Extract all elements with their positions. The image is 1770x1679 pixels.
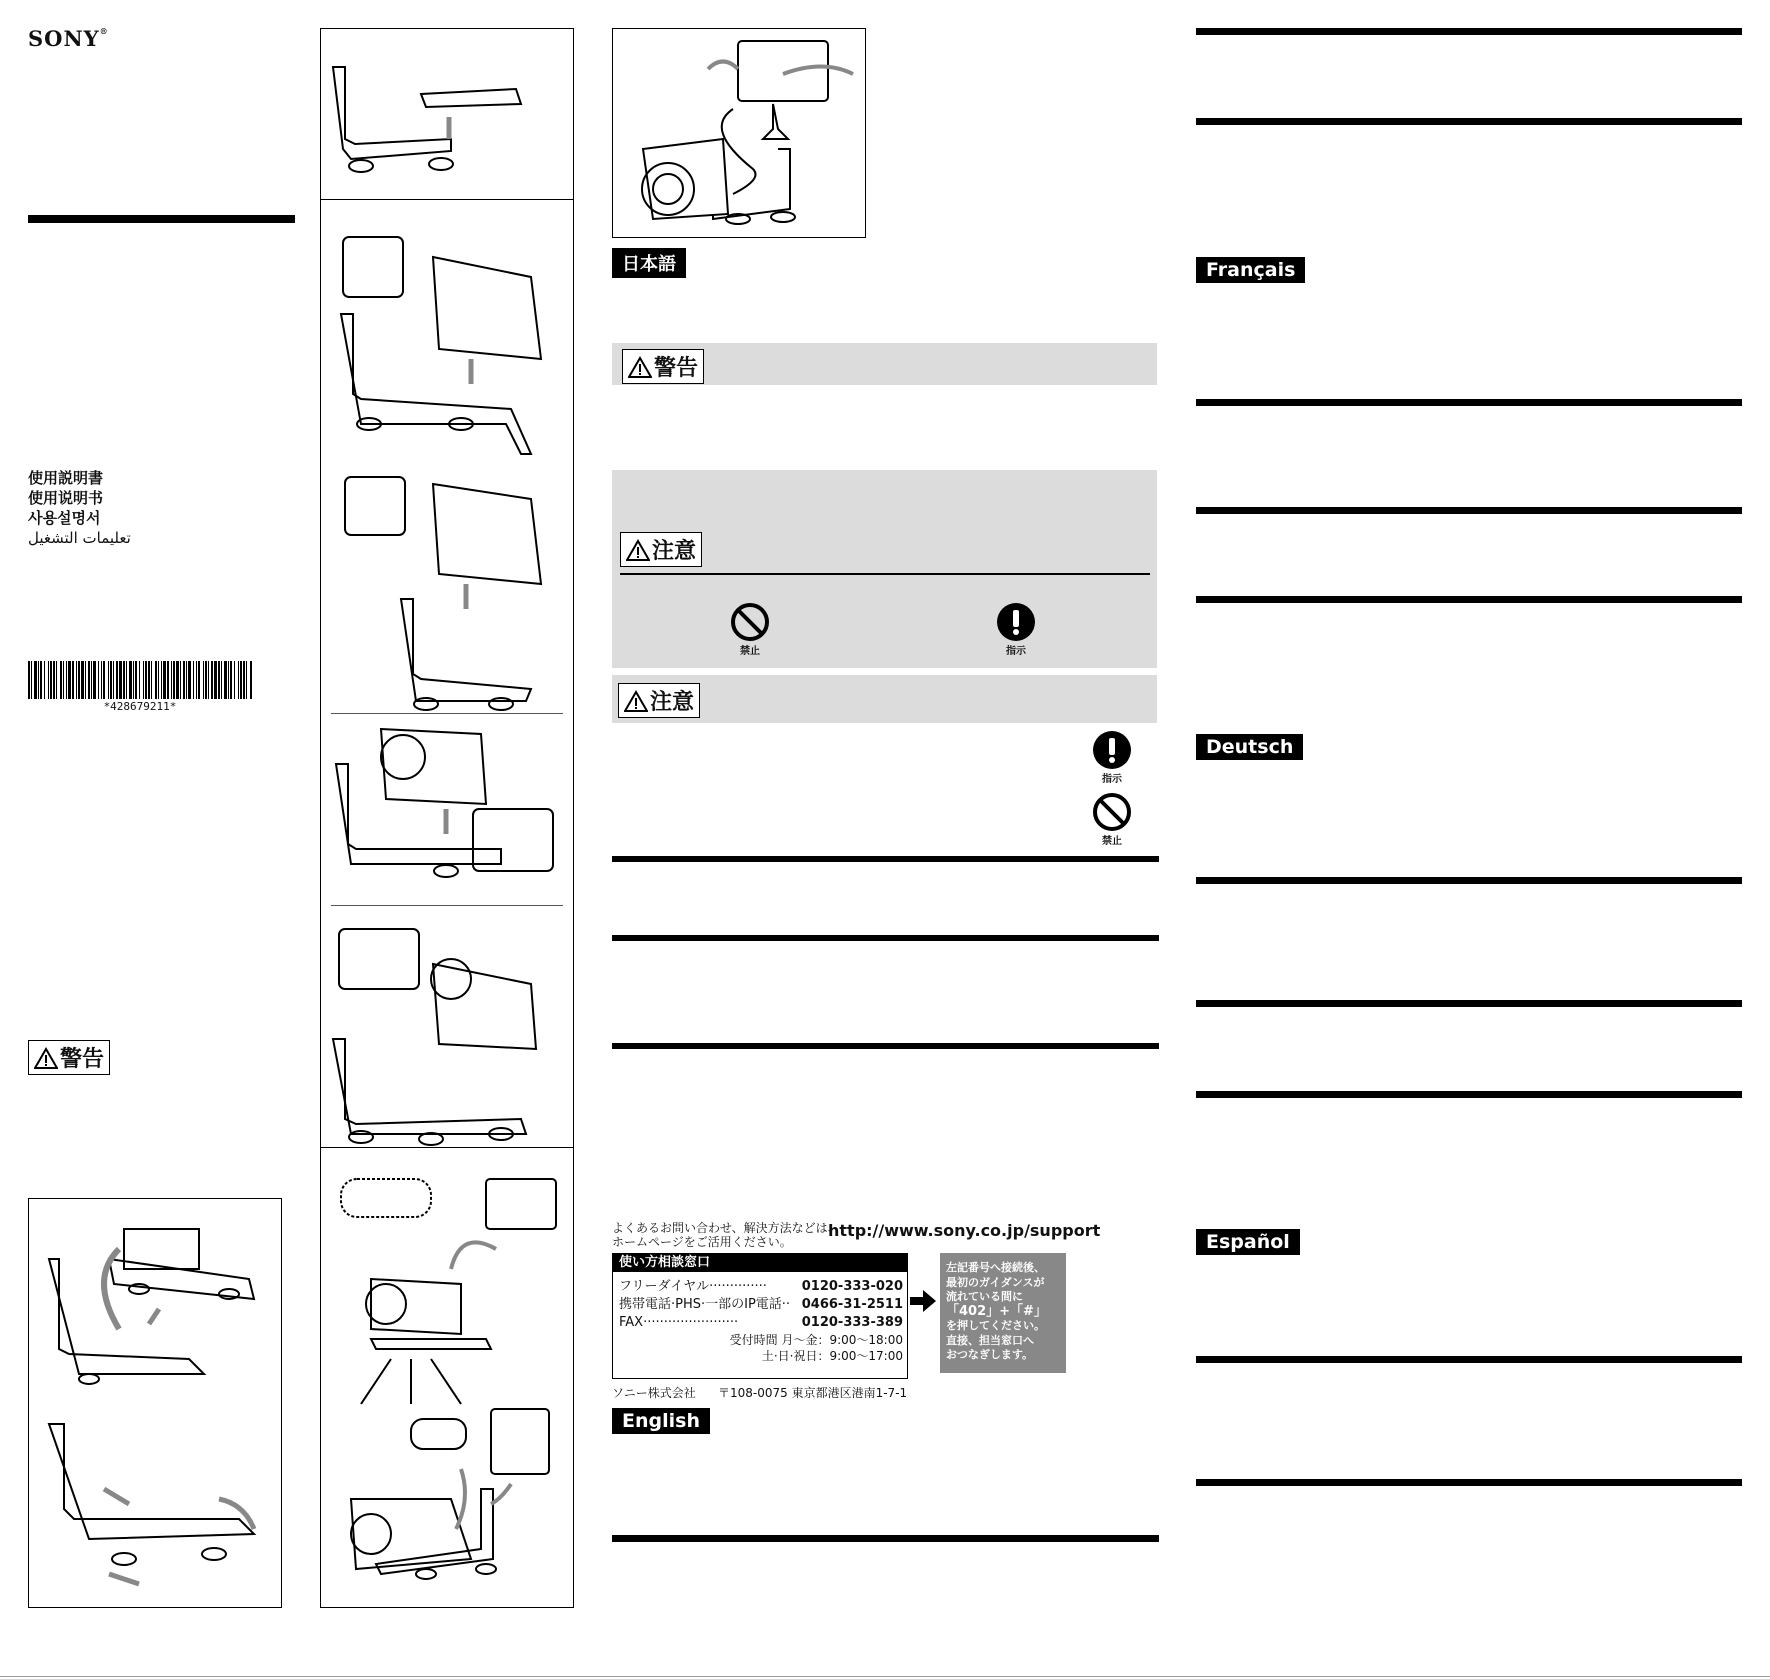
- support-intro-line: よくあるお問い合わせ、解決方法などは、: [612, 1221, 840, 1235]
- support-url[interactable]: http://www.sony.co.jp/support: [828, 1221, 1101, 1240]
- guidance-line: おつなぎします。: [946, 1348, 1034, 1361]
- support-row: [619, 1296, 903, 1314]
- support-row: [619, 1314, 903, 1332]
- prohibited-symbol: [1092, 792, 1132, 847]
- instruction-symbol: [996, 602, 1036, 657]
- support-row-number: 0120-333-020: [801, 1279, 903, 1294]
- camera-light-figure: [613, 29, 865, 237]
- instruction-icon: [1092, 730, 1132, 770]
- fold-line: [0, 1676, 1770, 1677]
- section-rule: [1196, 118, 1742, 125]
- support-row-number: 0466-31-2511: [801, 1297, 903, 1312]
- support-row-number: 0120-333-389: [801, 1315, 903, 1330]
- company-name: ソニー株式会社: [612, 1386, 696, 1400]
- support-row-label: 携帯電話·PHS·一部のIP電話··: [619, 1297, 791, 1312]
- warning-label: 警告: [654, 356, 699, 381]
- instruction-symbol: [1092, 730, 1132, 785]
- warning-bar: [612, 343, 1157, 385]
- legend-rule: [620, 573, 1150, 575]
- guidance-line: 流れている間に: [946, 1290, 1023, 1303]
- guidance-line: 最初のガイダンスが: [946, 1275, 1045, 1289]
- warning-label: 警告: [60, 1047, 105, 1072]
- symbol-legend-box: [612, 470, 1157, 668]
- prohibited-symbol: [730, 602, 770, 657]
- warning-triangle-icon: [626, 539, 650, 561]
- brand-mark: ®: [99, 26, 109, 36]
- support-row-label: フリーダイヤル··············: [619, 1279, 767, 1294]
- title-zh: 使用说明书: [28, 489, 104, 507]
- figure-column: [320, 28, 574, 1608]
- instruction-label: 指示: [1006, 646, 1026, 657]
- guidance-line: 直接、担当窓口へ: [946, 1333, 1034, 1347]
- arrow-right-icon: [910, 1290, 936, 1312]
- section-rule: [612, 1535, 1159, 1542]
- support-rows: [613, 1272, 907, 1364]
- caution-label: 注意: [652, 539, 697, 564]
- support-window-title: 使い方相談窓口: [613, 1254, 907, 1272]
- lang-tag-french: Français: [1196, 257, 1305, 283]
- section-rule: [1196, 1479, 1742, 1486]
- section-rule: [1196, 507, 1742, 514]
- support-row-label: FAX·······················: [619, 1315, 739, 1330]
- caution-bar: [612, 675, 1157, 723]
- section-rule: [1196, 1091, 1742, 1098]
- warning-box-ja: [622, 349, 704, 384]
- support-intro: [612, 1221, 840, 1249]
- warning-box: [28, 1040, 110, 1075]
- support-hours-weekend: 土·日·祝日：9:00〜17:00: [761, 1349, 903, 1363]
- instruction-label: 指示: [1102, 774, 1122, 785]
- title-ja: 使用説明書: [28, 469, 104, 487]
- section-rule: [612, 856, 1159, 862]
- brand-logo: [28, 26, 109, 51]
- prohibited-icon: [1092, 792, 1132, 832]
- support-hours-weekday: 受付時間 月〜金：9:00〜18:00: [729, 1333, 903, 1347]
- lang-tag-japanese: 日本語: [612, 248, 686, 278]
- prohibited-label: 禁止: [1102, 836, 1122, 847]
- caution-label: 注意: [650, 690, 695, 715]
- warning-triangle-icon: [34, 1047, 58, 1069]
- figure-panel-rotation: [28, 1198, 282, 1608]
- support-guidance-box: [940, 1253, 1066, 1373]
- mounting-figures: [321, 29, 573, 1607]
- section-rule: [612, 1043, 1159, 1049]
- section-rule: [1196, 1356, 1742, 1363]
- section-rule: [612, 935, 1159, 941]
- support-intro-line: ホームページをご活用ください。: [612, 1235, 792, 1249]
- lang-tag-english: English: [612, 1408, 710, 1434]
- caution-box-legend: [620, 532, 702, 567]
- lang-tag-german: Deutsch: [1196, 734, 1303, 760]
- section-rule: [1196, 399, 1742, 406]
- instruction-icon: [996, 602, 1036, 642]
- prohibited-icon: [730, 602, 770, 642]
- section-rule: [1196, 28, 1742, 35]
- title-ar: تعليمات التشغيل: [28, 529, 131, 547]
- title-ko: 사용설명서: [28, 509, 101, 527]
- section-rule: [1196, 596, 1742, 603]
- warning-triangle-icon: [624, 690, 648, 712]
- caution-box: [618, 683, 700, 718]
- lang-tag-spanish: Español: [1196, 1229, 1300, 1255]
- prohibited-label: 禁止: [740, 646, 760, 657]
- barcode-number: *428679211*: [103, 700, 177, 713]
- title-rule: [28, 215, 295, 223]
- guidance-line: 左記番号へ接続後、: [946, 1261, 1045, 1274]
- section-rule: [1196, 1000, 1742, 1007]
- support-row: [619, 1278, 903, 1296]
- company-address: 〒108-0075 東京都港区港南1-7-1: [718, 1386, 908, 1400]
- guidance-line: を押してください。: [946, 1319, 1045, 1332]
- barcode: [28, 661, 252, 699]
- manual-titles: [28, 468, 131, 548]
- warning-triangle-icon: [628, 356, 652, 378]
- guidance-line: 「402」+「#」: [946, 1303, 1047, 1319]
- brand-name: SONY: [28, 26, 100, 51]
- section-rule: [1196, 877, 1742, 884]
- support-window-box: [612, 1253, 908, 1379]
- figure-panel-light: [612, 28, 866, 238]
- bracket-rotation-figure: [29, 1199, 281, 1607]
